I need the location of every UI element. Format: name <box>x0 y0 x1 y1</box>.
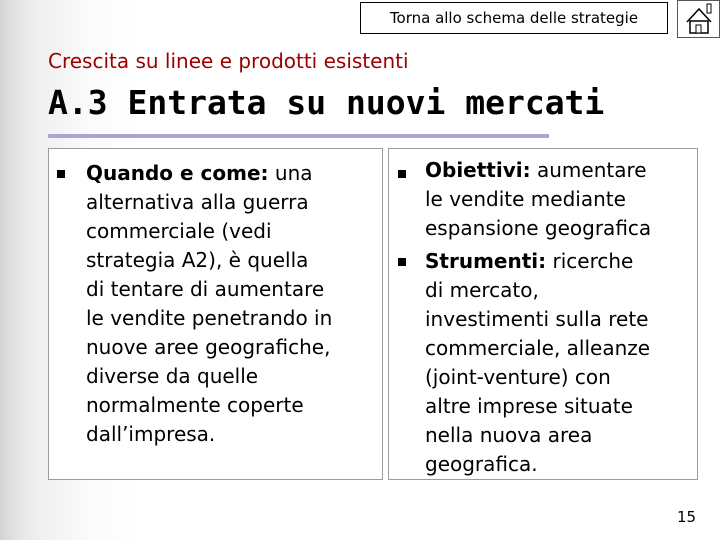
bullet-icon <box>398 258 406 266</box>
title-underline <box>48 134 549 138</box>
text-line: (joint-venture) con <box>425 365 611 389</box>
bullet-icon <box>398 170 406 178</box>
left-bullet-lead: Quando e come: <box>86 161 269 185</box>
text-line: normalmente coperte <box>86 393 304 417</box>
bullet-icon <box>57 170 65 178</box>
text-line-part: aumentare <box>536 158 647 182</box>
text-line: di mercato, <box>425 278 539 302</box>
objectives-lead: Obiettivi: <box>425 158 531 182</box>
tools-bullet-text <box>425 247 650 479</box>
text-line: dall’impresa. <box>86 422 216 446</box>
text-line <box>425 247 650 276</box>
page-number: 15 <box>677 508 697 526</box>
text-line-part: una <box>274 161 313 185</box>
text-line <box>425 156 651 185</box>
home-icon <box>678 1 720 39</box>
text-line: le vendite penetrando in <box>86 306 333 330</box>
text-line: le vendite mediante <box>425 187 626 211</box>
text-line: geografica. <box>425 452 538 476</box>
slide-title: A.3 Entrata su nuovi mercati <box>48 83 605 122</box>
slide-subtitle: Crescita su linee e prodotti esistenti <box>48 49 409 73</box>
text-line: espansione geografica <box>425 216 652 240</box>
text-line: alternativa alla guerra <box>86 190 309 214</box>
text-line: investimenti sulla rete <box>425 307 649 331</box>
text-line: diverse da quelle <box>86 364 259 388</box>
text-line-part: ricerche <box>552 249 634 273</box>
home-button[interactable] <box>677 0 720 38</box>
left-bullet-text <box>86 159 332 449</box>
text-line: strategia A2), è quella <box>86 248 309 272</box>
text-line: nella nuova area <box>425 423 593 447</box>
text-line <box>86 159 332 188</box>
back-to-strategies-label: Torna allo schema delle strategie <box>389 9 639 27</box>
text-line: commerciale, alleanze <box>425 336 651 360</box>
tools-lead: Strumenti: <box>425 249 547 273</box>
back-to-strategies-link[interactable] <box>360 2 668 34</box>
text-line: commerciale (vedi <box>86 219 272 243</box>
text-line: nuove aree geografiche, <box>86 335 331 359</box>
text-line: di tentare di aumentare <box>86 277 325 301</box>
text-line: altre imprese situate <box>425 394 633 418</box>
objectives-bullet-text <box>425 156 651 243</box>
